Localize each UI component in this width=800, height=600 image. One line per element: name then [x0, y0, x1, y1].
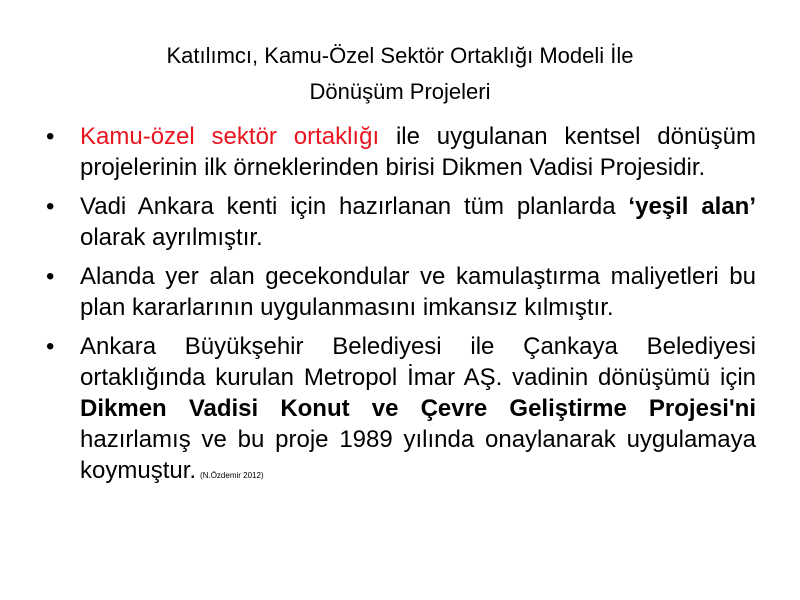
bullet-text: Vadi Ankara kenti için hazırlanan tüm planlarda [80, 193, 629, 220]
bullet-item-metropol-imar [44, 331, 756, 491]
slide-title [40, 38, 760, 110]
highlight-text: Kamu-özel sektör ortaklığı [80, 123, 380, 150]
bold-text: ‘yeşil alan’ [628, 193, 757, 220]
bullet-text: Ankara Büyükşehir Belediyesi ile Çankaya Belediyesi ortaklığında kurulan Metropol İmar AŞ. vadinin dönüşümü için [80, 333, 756, 391]
bullet-icon: • [46, 333, 55, 360]
bullet-text: ile uygulanan kentsel dönüşüm projelerinin ilk örneklerinden birisi Dikmen Vadisi Projesidir. [80, 123, 756, 181]
bullet-item-squatter-settlements [44, 261, 756, 323]
bullet-icon: • [46, 193, 55, 220]
bullet-text: Alanda yer alan gecekondular ve kamulaştırma maliyetleri bu plan kararlarının uygulanmasını imkansız kılmıştır. [80, 263, 756, 321]
bullet-text: olarak ayrılmıştır. [80, 224, 263, 251]
citation: (N.Özdemir 2012) [200, 471, 264, 480]
bullet-item-public-private-partnership [44, 121, 756, 183]
bullet-icon: • [46, 263, 55, 290]
slide-title-line-1: Katılımcı, Kamu-Özel Sektör Ortaklığı Modeli İle [166, 43, 634, 68]
bullet-text: hazırlamış ve bu proje 1989 yılında onaylanarak uygulamaya koymuştur. [80, 426, 756, 484]
slide-title-line-2: Dönüşüm Projeleri [309, 79, 491, 104]
bullet-icon: • [46, 123, 55, 150]
bold-text: Dikmen Vadisi Konut ve Çevre Geliştirme Projesi'ni [80, 395, 756, 422]
bullet-item-green-area [44, 191, 756, 253]
bullet-list [44, 121, 756, 491]
